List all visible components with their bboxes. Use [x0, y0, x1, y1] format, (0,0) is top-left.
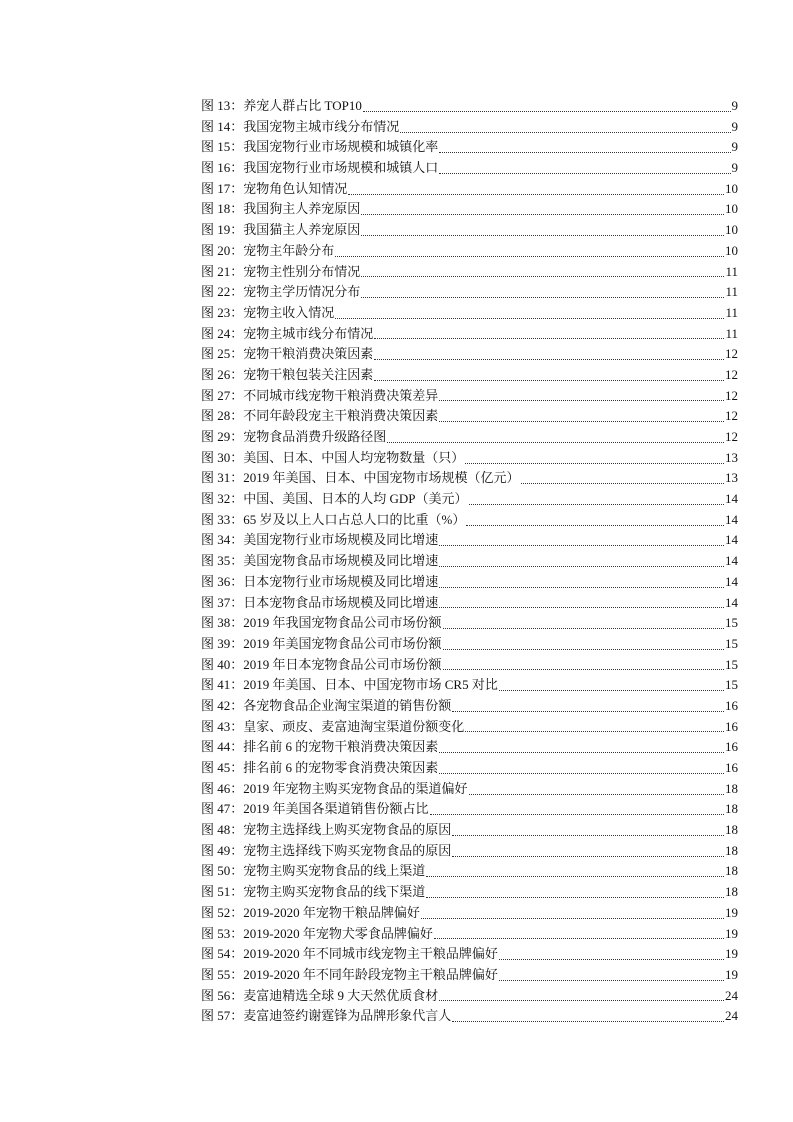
dot-leader	[465, 463, 724, 464]
toc-entry[interactable]	[201, 158, 738, 179]
toc-entry-page: 19	[725, 925, 738, 941]
dot-leader	[466, 525, 724, 526]
dot-leader	[443, 649, 724, 650]
toc-entry[interactable]	[201, 1006, 738, 1027]
toc-entry-page: 13	[725, 449, 738, 465]
toc-entry-page: 9	[731, 98, 738, 113]
toc-entry[interactable]	[201, 841, 738, 862]
toc-entry-page: 18	[725, 884, 738, 900]
dot-leader	[439, 566, 724, 567]
toc-entry[interactable]	[201, 386, 738, 407]
dot-leader	[335, 318, 724, 319]
toc-entry[interactable]	[201, 489, 738, 510]
toc-entry-page: 16	[725, 697, 738, 713]
toc-entry-title[interactable]: 图 13：养宠人群占比 TOP10	[201, 98, 362, 113]
dot-leader	[335, 256, 724, 257]
toc-entry[interactable]	[201, 468, 738, 489]
toc-entry[interactable]	[201, 903, 738, 924]
dot-leader	[499, 690, 724, 691]
toc-entry-page: 15	[725, 656, 738, 672]
toc-entry-title[interactable]: 图 41：2019 年美国、日本、中国宠物市场 CR5 对比	[201, 677, 498, 693]
toc-entry-title[interactable]: 图 22：宠物主学历情况分布	[201, 284, 361, 300]
toc-entry[interactable]	[201, 530, 738, 551]
toc-entry-title[interactable]: 图 50：宠物主购买宠物食品的线上渠道	[201, 863, 426, 879]
toc-entry-page: 18	[725, 780, 738, 796]
toc-entry-title[interactable]: 图 46：2019 年宠物主购买宠物食品的渠道偏好	[201, 780, 468, 796]
toc-entry-title[interactable]: 图 35：美国宠物食品市场规模及同比增速	[201, 553, 439, 569]
toc-entry-page: 19	[725, 904, 738, 920]
toc-entry-title[interactable]: 图 56：麦富迪精选全球 9 大天然优质食材	[201, 987, 439, 1003]
dot-leader	[439, 173, 730, 174]
toc-entry[interactable]	[201, 737, 738, 758]
toc-entry-page: 19	[725, 946, 738, 962]
toc-entry[interactable]	[201, 406, 738, 427]
toc-entry[interactable]	[201, 717, 738, 738]
toc-entry-page: 14	[725, 491, 738, 507]
toc-entry[interactable]	[201, 965, 738, 986]
toc-entry-page: 11	[725, 284, 738, 300]
toc-entry[interactable]	[201, 96, 738, 117]
dot-leader	[452, 711, 724, 712]
toc-entry-page: 14	[725, 511, 738, 527]
toc-entry-title[interactable]: 图 28：不同年龄段宠主干粮消费决策因素	[201, 408, 439, 424]
toc-entry-page: 12	[725, 366, 738, 382]
toc-entry-title[interactable]: 图 21：宠物主性别分布情况	[201, 263, 361, 279]
toc-entry[interactable]	[201, 282, 738, 303]
toc-entry-title[interactable]: 图 53：2019-2020 年宠物犬零食品牌偏好	[201, 925, 433, 941]
toc-entry[interactable]	[201, 655, 738, 676]
toc-entry-title[interactable]: 图 23：宠物主收入情况	[201, 304, 335, 320]
toc-entry-title[interactable]: 图 29：宠物食品消费升级路径图	[201, 429, 387, 444]
dot-leader	[499, 959, 724, 960]
toc-entry-title[interactable]: 图 47：2019 年美国各渠道销售份额占比	[201, 801, 429, 817]
toc-entry-title[interactable]: 图 44：排名前 6 的宠物干粮消费决策因素	[201, 739, 439, 755]
toc-entry[interactable]	[201, 696, 738, 717]
dot-leader	[421, 918, 724, 919]
toc-entry-title[interactable]: 图 30：美国、日本、中国人均宠物数量（只）	[201, 449, 465, 465]
toc-entry[interactable]	[201, 220, 738, 241]
dot-leader	[374, 338, 724, 339]
toc-entry-page: 16	[725, 739, 738, 755]
toc-entry-title[interactable]: 图 37：日本宠物食品市场规模及同比增速	[201, 594, 439, 610]
dot-leader	[348, 194, 724, 195]
toc-entry[interactable]	[201, 861, 738, 882]
toc-entry-title[interactable]: 图 36：日本宠物行业市场规模及同比增速	[201, 573, 439, 589]
toc-entry-page: 14	[725, 532, 738, 548]
toc-entry-page: 18	[725, 822, 738, 838]
dot-leader	[361, 235, 724, 236]
dot-leader	[439, 400, 724, 401]
dot-leader	[363, 111, 731, 112]
toc-entry-title[interactable]: 图 16：我国宠物行业市场规模和城镇人口	[201, 160, 439, 176]
toc-entry-page: 11	[725, 263, 738, 279]
dot-leader	[469, 504, 724, 505]
toc-entry-title[interactable]: 图 34：美国宠物行业市场规模及同比增速	[201, 532, 439, 548]
toc-entry[interactable]	[201, 262, 738, 283]
toc-entry-title[interactable]: 图 54：2019-2020 年不同城市线宠物主干粮品牌偏好	[201, 946, 498, 962]
toc-entry-page: 10	[725, 180, 738, 196]
dot-leader	[443, 669, 724, 670]
toc-entry-page: 12	[725, 346, 738, 362]
toc-entry-title[interactable]: 图 14：我国宠物主城市线分布情况	[201, 118, 400, 134]
toc-entry[interactable]	[201, 324, 738, 345]
toc-entry-title[interactable]: 图 45：排名前 6 的宠物零食消费决策因素	[201, 760, 439, 775]
toc-entry-page: 14	[725, 553, 738, 569]
toc-entry[interactable]	[201, 758, 738, 779]
toc-entry-page: 16	[725, 760, 738, 775]
toc-entry-page: 14	[725, 573, 738, 589]
toc-entry-page: 18	[725, 842, 738, 858]
toc-entry[interactable]	[201, 427, 738, 448]
dot-leader	[452, 1021, 724, 1022]
dot-leader	[465, 731, 724, 732]
toc-entry-title[interactable]: 图 27：不同城市线宠物干粮消费决策差异	[201, 387, 439, 403]
toc-entry[interactable]	[201, 675, 738, 696]
dot-leader	[387, 442, 724, 443]
toc-entry[interactable]	[201, 179, 738, 200]
dot-leader	[439, 752, 724, 753]
dot-leader	[443, 628, 724, 629]
toc-entry[interactable]	[201, 613, 738, 634]
list-of-figures	[201, 96, 738, 1027]
dot-leader	[361, 276, 724, 277]
toc-entry-page: 11	[725, 304, 738, 320]
toc-entry-page: 12	[725, 408, 738, 424]
toc-entry-page: 24	[725, 1008, 738, 1024]
dot-leader	[361, 214, 724, 215]
toc-entry-page: 15	[725, 615, 738, 631]
toc-entry[interactable]	[201, 199, 738, 220]
toc-entry-title[interactable]: 图 19：我国猫主人养宠原因	[201, 222, 361, 238]
toc-entry[interactable]	[201, 779, 738, 800]
toc-entry-page: 13	[725, 470, 738, 486]
toc-entry[interactable]	[201, 365, 738, 386]
toc-entry[interactable]	[201, 799, 738, 820]
toc-entry-title[interactable]: 图 31：2019 年美国、日本、中国宠物市场规模（亿元）	[201, 470, 520, 486]
toc-entry-title[interactable]: 图 48：宠物主选择线上购买宠物食品的原因	[201, 822, 452, 838]
toc-entry[interactable]	[201, 882, 738, 903]
dot-leader	[374, 380, 724, 381]
toc-entry-title[interactable]: 图 26：宠物干粮包装关注因素	[201, 366, 374, 382]
toc-entry-page: 18	[725, 801, 738, 817]
dot-leader	[430, 814, 724, 815]
dot-leader	[400, 132, 730, 133]
dot-leader	[439, 773, 724, 774]
toc-entry-title[interactable]: 图 42：各宠物食品企业淘宝渠道的销售份额	[201, 697, 452, 713]
toc-entry-title[interactable]: 图 32：中国、美国、日本的人均 GDP（美元）	[201, 491, 468, 507]
toc-entry-page: 10	[725, 242, 738, 258]
toc-entry-page: 9	[731, 160, 738, 176]
dot-leader	[426, 897, 724, 898]
toc-entry-page: 15	[725, 677, 738, 693]
toc-entry-page: 19	[725, 966, 738, 982]
dot-leader	[361, 297, 724, 298]
toc-entry[interactable]	[201, 137, 738, 158]
toc-entry-title[interactable]: 图 55：2019-2020 年不同年龄段宠物主干粮品牌偏好	[201, 966, 498, 982]
toc-entry-page: 18	[725, 863, 738, 879]
toc-entry-title[interactable]: 图 57：麦富迪签约谢霆锋为品牌形象代言人	[201, 1008, 452, 1024]
dot-leader	[452, 835, 724, 836]
dot-leader	[469, 794, 724, 795]
toc-entry-title[interactable]: 图 39：2019 年美国宠物食品公司市场份额	[201, 635, 442, 651]
dot-leader	[439, 607, 724, 608]
dot-leader	[452, 856, 724, 857]
toc-entry-title[interactable]: 图 38：2019 年我国宠物食品公司市场份额	[201, 615, 442, 631]
dot-leader	[434, 938, 724, 939]
toc-entry-title[interactable]: 图 52：2019-2020 年宠物干粮品牌偏好	[201, 904, 420, 920]
dot-leader	[521, 483, 724, 484]
toc-entry-page: 12	[725, 429, 738, 444]
dot-leader	[499, 980, 724, 981]
dot-leader	[439, 587, 724, 588]
toc-entry[interactable]	[201, 572, 738, 593]
toc-entry-title[interactable]: 图 40：2019 年日本宠物食品公司市场份额	[201, 656, 442, 672]
toc-entry-page: 15	[725, 635, 738, 651]
toc-entry-title[interactable]: 图 33：65 岁及以上人口占总人口的比重（%）	[201, 511, 466, 527]
toc-entry[interactable]	[201, 593, 738, 614]
toc-entry-title[interactable]: 图 20：宠物主年龄分布	[201, 242, 335, 258]
toc-entry[interactable]	[201, 117, 738, 138]
dot-leader	[426, 876, 724, 877]
toc-entry-page: 10	[725, 201, 738, 217]
toc-entry[interactable]	[201, 303, 738, 324]
toc-entry[interactable]	[201, 820, 738, 841]
toc-entry-page: 16	[725, 718, 738, 734]
toc-entry[interactable]	[201, 241, 738, 262]
toc-entry-title[interactable]: 图 24：宠物主城市线分布情况	[201, 325, 374, 341]
dot-leader	[439, 152, 730, 153]
toc-entry[interactable]	[201, 944, 738, 965]
toc-entry-page: 11	[725, 325, 738, 341]
toc-entry-page: 14	[725, 594, 738, 610]
toc-entry-page: 24	[725, 987, 738, 1003]
toc-entry[interactable]	[201, 448, 738, 469]
toc-entry-title[interactable]: 图 49：宠物主选择线下购买宠物食品的原因	[201, 842, 452, 858]
dot-leader	[439, 1000, 724, 1001]
toc-entry[interactable]	[201, 924, 738, 945]
toc-entry[interactable]	[201, 986, 738, 1007]
dot-leader	[439, 545, 724, 546]
toc-entry-page: 9	[731, 118, 738, 134]
toc-entry-page: 10	[725, 222, 738, 238]
toc-entry-title[interactable]: 图 17：宠物角色认知情况	[201, 180, 348, 196]
toc-entry-title[interactable]: 图 15：我国宠物行业市场规模和城镇化率	[201, 139, 439, 155]
toc-entry-title[interactable]: 图 18：我国狗主人养宠原因	[201, 201, 361, 217]
toc-entry[interactable]	[201, 344, 738, 365]
toc-entry[interactable]	[201, 551, 738, 572]
toc-entry[interactable]	[201, 510, 738, 531]
toc-entry-title[interactable]: 图 25：宠物干粮消费决策因素	[201, 346, 374, 362]
toc-entry-page: 9	[731, 139, 738, 155]
toc-entry-page: 12	[725, 387, 738, 403]
dot-leader	[439, 421, 724, 422]
dot-leader	[374, 359, 724, 360]
toc-entry-title[interactable]: 图 51：宠物主购买宠物食品的线下渠道	[201, 884, 426, 900]
toc-entry[interactable]	[201, 634, 738, 655]
toc-entry-title[interactable]: 图 43：皇家、顽皮、麦富迪淘宝渠道份额变化	[201, 718, 465, 734]
